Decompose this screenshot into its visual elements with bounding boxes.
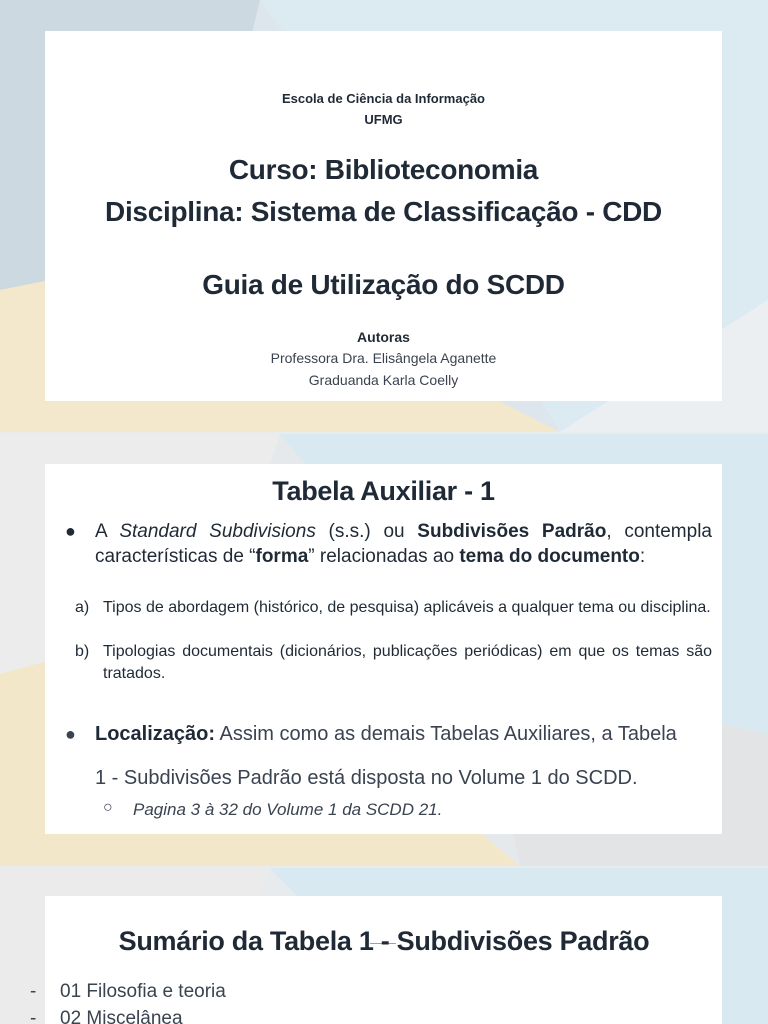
- sub-text: Tipologias documentais (dicionários, publicações periódicas) em que os temas são tratados.: [103, 643, 712, 682]
- dash-bullet-icon: -: [30, 981, 37, 1002]
- summary-card: [45, 896, 722, 1024]
- text-segment: (s.s.) ou: [315, 521, 418, 542]
- slide-sumario: [0, 868, 768, 1024]
- guide-title: Guia de Utilização do SCDD: [202, 269, 565, 300]
- bullet-dot-icon: ●: [65, 724, 76, 744]
- author-2: Graduanda Karla Coelly: [308, 372, 459, 388]
- sub-text: Tipos de abordagem (histórico, de pesquisa) aplicáveis a qualquer tema ou disciplina.: [103, 599, 711, 616]
- school-name: [45, 88, 722, 130]
- cover-card: [45, 31, 722, 401]
- text-bold: forma: [255, 546, 309, 567]
- sub-label: b): [75, 643, 90, 660]
- slide-tabela-auxiliar: [0, 434, 768, 866]
- course-heading: [45, 149, 722, 233]
- content-card: [45, 464, 722, 834]
- summary-item-text: 02 Miscelânea: [60, 1008, 183, 1024]
- bullet-standard-subdivisions: [65, 519, 712, 569]
- sub-item-b: [75, 641, 712, 685]
- bullet-dot-icon: ●: [65, 521, 76, 541]
- summary-item: [30, 981, 226, 1003]
- university-line: UFMG: [364, 112, 403, 127]
- author-1: Professora Dra. Elisângela Aganette: [270, 350, 497, 366]
- slide-cover: [0, 0, 768, 432]
- summary-item-text: 01 Filosofia e teoria: [60, 981, 226, 1002]
- summary-title: Sumário da Tabela 1 - Subdivisões Padrão: [118, 926, 650, 956]
- authors-list: [45, 347, 722, 391]
- circle-bullet-icon: ○: [103, 799, 113, 816]
- text-segment: , contempla características de “: [95, 521, 712, 567]
- discipline-line: Disciplina: Sistema de Classificação - CDD: [105, 196, 662, 227]
- loc-text: Assim como as demais Tabelas Auxiliares, a Tabela 1 - Subdivisões Padrão está disposta no Volume 1 do SCDD.: [95, 723, 677, 789]
- dash-bullet-icon: -: [30, 1008, 37, 1024]
- text-segment: ” relacionadas ao: [308, 546, 460, 567]
- text-segment: A: [95, 521, 120, 542]
- summary-item: [30, 1008, 183, 1024]
- sub-item-a: [75, 597, 712, 619]
- text-italic: Standard Subdivisions: [119, 521, 316, 542]
- text-segment: :: [639, 546, 646, 567]
- text-bold: tema do documento: [459, 546, 640, 567]
- course-line: Curso: Biblioteconomia: [228, 154, 539, 185]
- bullet-localizacao: [65, 712, 682, 800]
- loc-label: Localização:: [95, 723, 216, 745]
- school-line: Escola de Ciência da Informação: [281, 91, 486, 106]
- authors-heading: Autoras: [357, 329, 410, 345]
- sub-label: a): [75, 599, 90, 616]
- slide-title: Tabela Auxiliar - 1: [272, 476, 495, 506]
- page-reference: [103, 799, 443, 820]
- text-bold: Subdivisões Padrão: [417, 521, 607, 542]
- page-ref-text: Pagina 3 à 32 do Volume 1 da SCDD 21.: [133, 800, 443, 819]
